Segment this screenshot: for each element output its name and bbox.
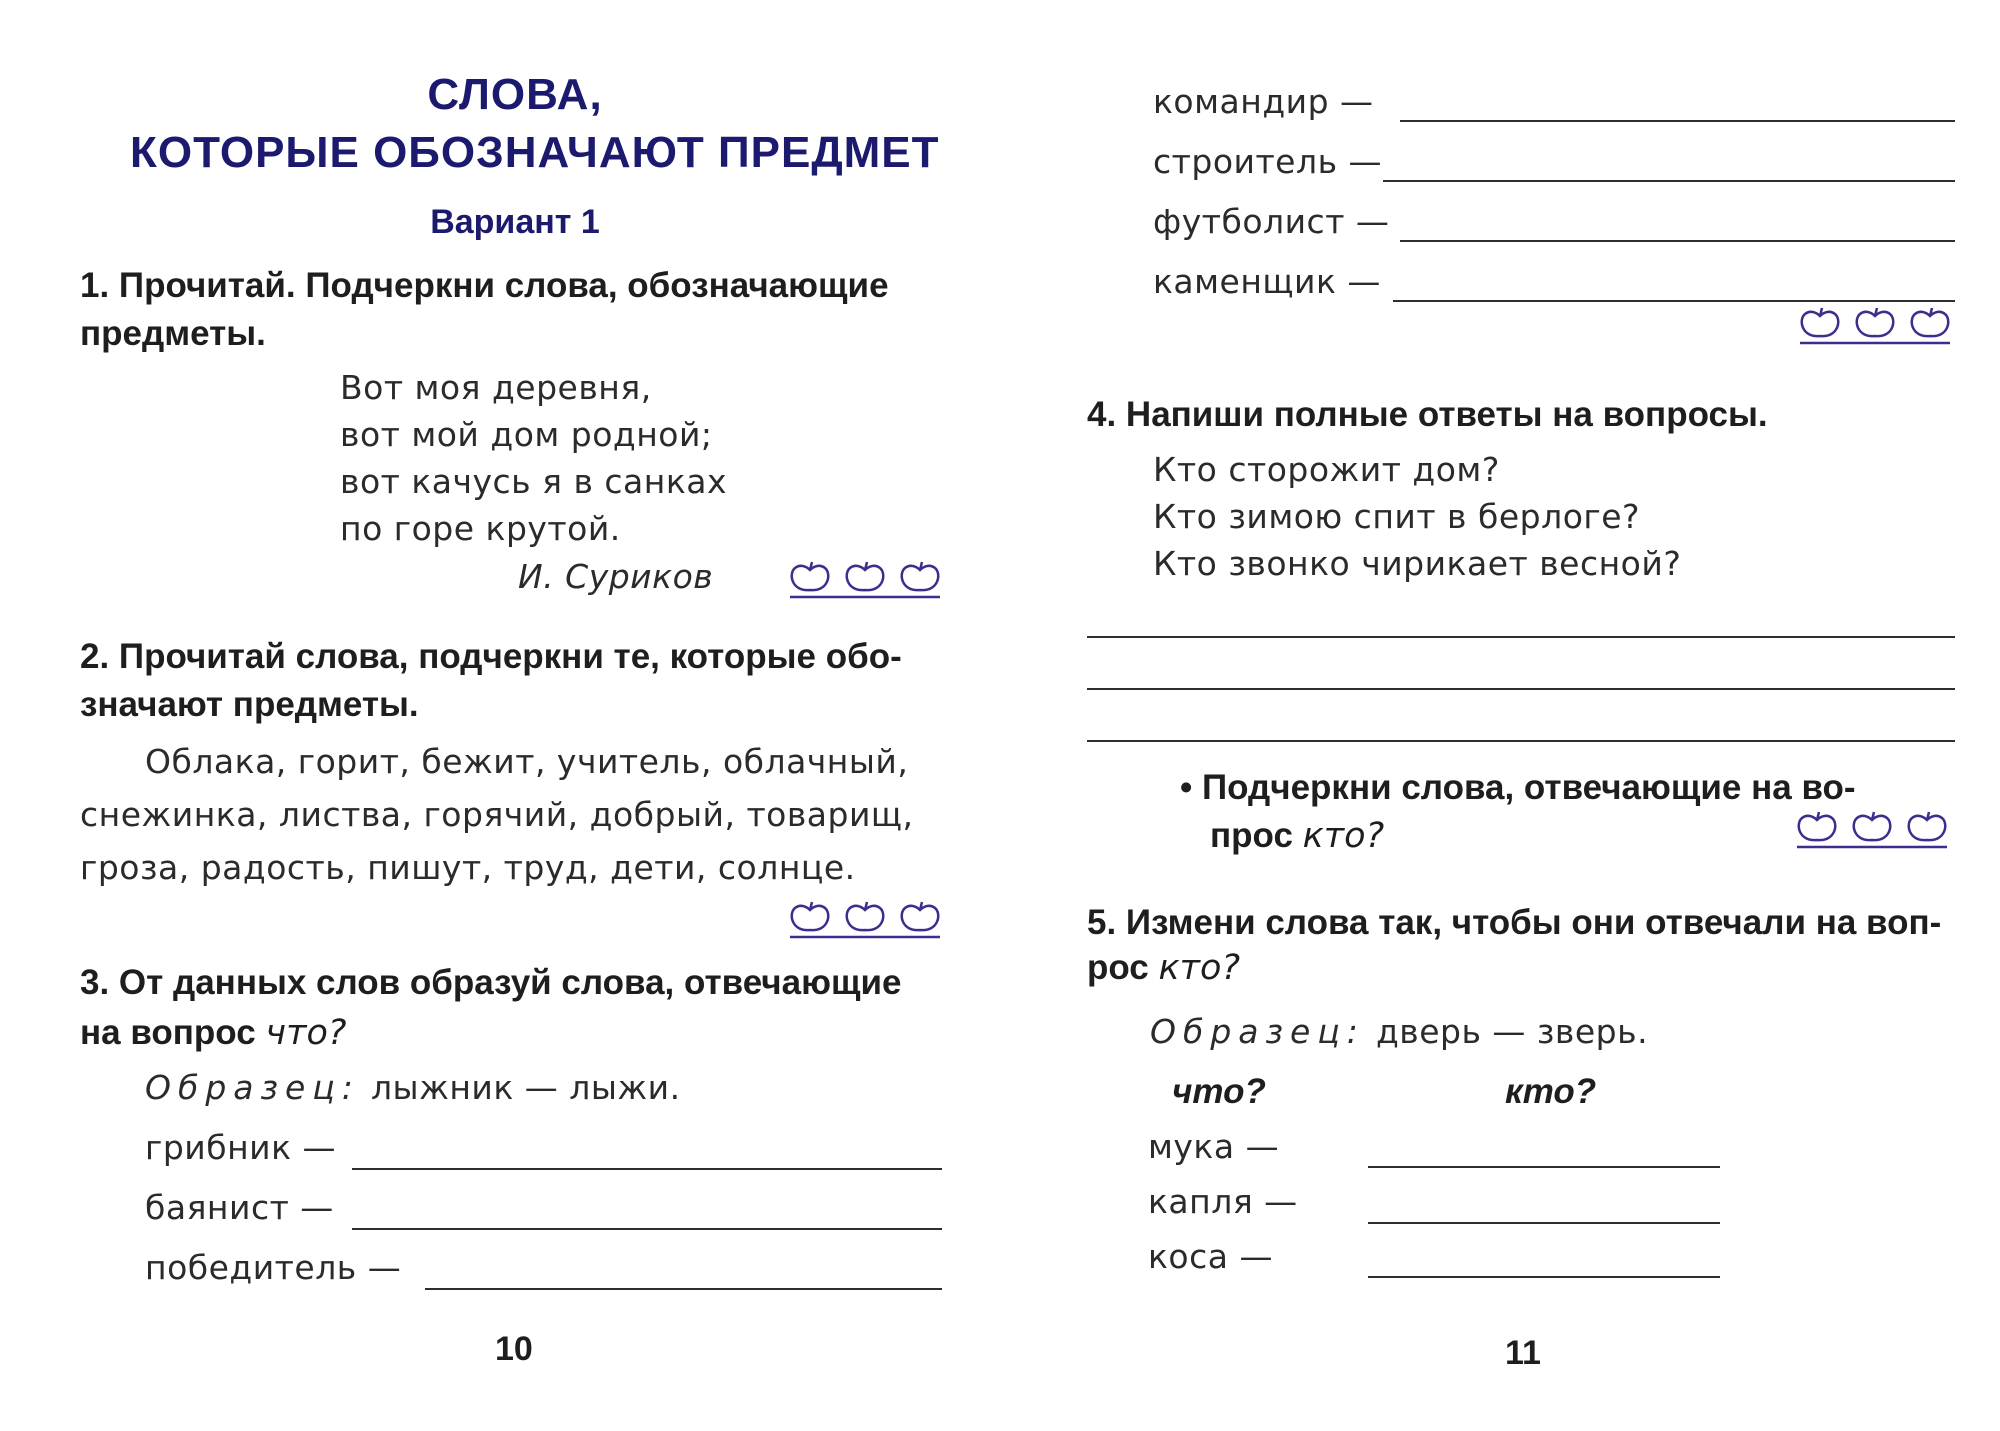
task4-question: Кто звонко чирикает весной? (1153, 544, 1682, 583)
answer-line[interactable] (1368, 1276, 1720, 1278)
task3-item: каменщик — (1153, 262, 1381, 301)
sample-label: Образец: (1150, 1012, 1365, 1051)
task5-sample (1150, 1012, 1648, 1051)
task2-instruction-line2: значают предметы. (80, 685, 419, 724)
page-title-line2: КОТОРЫЕ ОБОЗНАЧАЮТ ПРЕДМЕТ (130, 128, 940, 177)
task3-item: командир — (1153, 82, 1374, 121)
rating-apples-icon (790, 560, 940, 600)
page-title-line1: СЛОВА, (427, 70, 603, 119)
answer-line[interactable] (1400, 240, 1955, 242)
bullet-text: прос (1210, 816, 1303, 855)
variant-heading: Вариант 1 (430, 203, 600, 241)
task2-words-line: гроза, радость, пишут, труд, дети, солнце. (80, 848, 856, 887)
answer-line[interactable] (425, 1288, 942, 1290)
rating-apples-icon (1800, 306, 1950, 346)
task4-bullet-line1: • Подчеркни слова, отвечающие на во- (1180, 768, 1856, 807)
task3-item: баянист — (145, 1188, 334, 1227)
column-header-who: кто? (1505, 1072, 1597, 1111)
page-number-left: 10 (495, 1330, 533, 1368)
answer-line[interactable] (352, 1228, 942, 1230)
answer-line[interactable] (352, 1168, 942, 1170)
page-number-right: 11 (1505, 1334, 1541, 1372)
answer-line[interactable] (1087, 636, 1955, 638)
poem-line: по горе крутой. (340, 509, 621, 548)
task4-question: Кто сторожит дом? (1153, 450, 1500, 489)
task5-item: коса — (1148, 1237, 1273, 1276)
answer-line[interactable] (1087, 688, 1955, 690)
task3-item: грибник — (145, 1128, 337, 1167)
sample-text: лыжник — лыжи. (370, 1068, 681, 1107)
task3-instruction-line1: 3. От данных слов образуй слова, отвечающие (80, 963, 902, 1002)
task4-question: Кто зимою спит в берлоге? (1153, 497, 1641, 536)
task4-instruction: 4. Напиши полные ответы на вопросы. (1087, 395, 1768, 434)
poem-author: И. Суриков (518, 557, 714, 596)
task5-item: мука — (1148, 1127, 1280, 1166)
task5-item: капля — (1148, 1182, 1298, 1221)
column-header-what: что? (1172, 1072, 1266, 1111)
task3-item: футболист — (1153, 202, 1390, 241)
rating-apples-icon (1797, 810, 1947, 850)
rating-apples-icon (790, 900, 940, 940)
task1-instruction-line2: предметы. (80, 314, 266, 353)
task5-question-word: кто? (1158, 948, 1241, 988)
task4-bullet-line2 (1210, 816, 1384, 856)
poem-line: вот качусь я в санках (340, 462, 728, 501)
task3-item: победитель — (145, 1248, 402, 1287)
task1-instruction-line1: 1. Прочитай. Подчеркни слова, обозначающие (80, 266, 889, 305)
task2-instruction-line1: 2. Прочитай слова, подчеркни те, которые обо- (80, 637, 902, 676)
task3-item: строитель — (1153, 142, 1383, 181)
answer-line[interactable] (1368, 1166, 1720, 1168)
answer-line[interactable] (1383, 180, 1955, 182)
task3-sample (145, 1068, 681, 1107)
task2-words-line: снежинка, листва, горячий, добрый, товарищ, (80, 795, 914, 834)
task2-words-line: Облака, горит, бежит, учитель, облачный, (145, 742, 909, 781)
answer-line[interactable] (1393, 300, 1955, 302)
answer-line[interactable] (1400, 120, 1955, 122)
bullet-question-word: кто? (1302, 816, 1385, 856)
task5-instruction-text: рос (1087, 948, 1159, 987)
task5-instruction-line1: 5. Измени слова так, чтобы они отвечали на воп- (1087, 903, 1942, 942)
task5-instruction-line2 (1087, 948, 1240, 988)
poem-line: Вот моя деревня, (340, 368, 652, 407)
task3-question-word: что? (265, 1013, 347, 1053)
poem-line: вот мой дом родной; (340, 415, 713, 454)
answer-line[interactable] (1368, 1222, 1720, 1224)
task3-instruction-text: на вопрос (80, 1013, 266, 1052)
sample-label: Образец: (145, 1068, 360, 1107)
task3-instruction-line2 (80, 1013, 346, 1053)
sample-text: дверь — зверь. (1375, 1012, 1649, 1051)
answer-line[interactable] (1087, 740, 1955, 742)
